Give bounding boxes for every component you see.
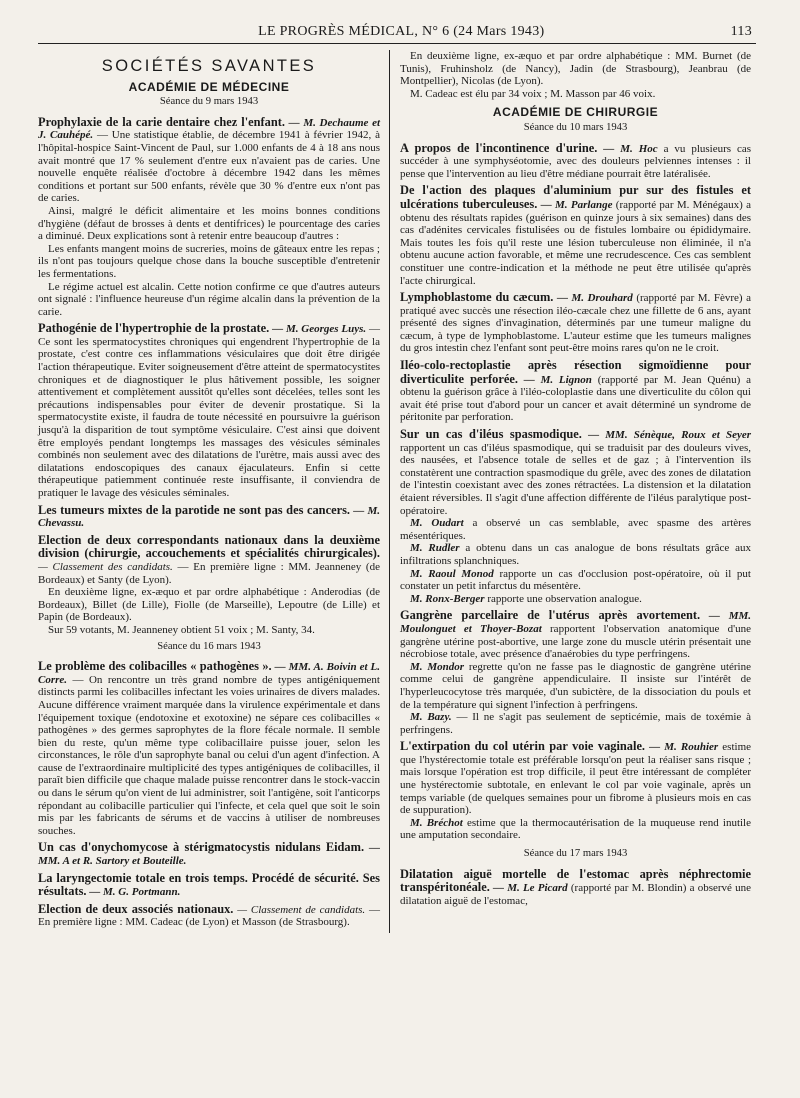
article-body: a vu plusieurs cas succéder à une symphyséotomie, avec des douleurs pelviennes intenses : il pense que l'intervention au lieu d'être médiane pourrait être latéralisée. (400, 142, 752, 180)
paragraph: regrette qu'on ne fasse pas le diagnostic de gangrène utérine comme celui de gangrène appendiculaire. Il insiste sur l'intérêt de l'hyperleucocytose très marquée, d'un subictère, de la dissociation du pouls et de la température qui signent l'infection à perfringens. (400, 660, 751, 711)
left-column (38, 50, 390, 933)
article (38, 872, 380, 899)
discussant: M. Raoul Monod (410, 567, 494, 580)
article-heading: Lymphoblastome du cæcum. (400, 290, 554, 305)
article (38, 116, 380, 319)
article-body: — On rencontre un très grand nombre de types antigéniquement distincts parmi les colibacilles infectant les voies urinaires de divers malades. Aucune différence vraiment marquée dans la virulence expérimentale et dans l'équipement toxique (endotoxine et exotoxine) ne sépare ces colibacilles « pathogènes » des germes saprophytes de la flore fécale normale. Il semble bien du reste, qu'un même type colibacillaire puisse jouer, selon les circonstances, le rôle d'un saprophyte banal ou celui d'un agent d'infection. A cause de l'extraordinaire multiplicité des types antigéniques de colibacilles, il paraît bien difficile que chaque malade puisse rencontrer dans le stock-vaccin ou dans le sérum qu'on vient de lui administrer, soit l'antigène, soit l'anticorps répondant au colibacille particulier qui l'infecte, et cela quel que soit le soin mis par les fabricants de sérums et de vaccins à utiliser de nombreuses souches. (38, 673, 380, 837)
paragraph: rapporte un cas d'occlusion post-opératoire, où il put constater un petit infarctus du mésentère. (400, 567, 751, 593)
article-heading: Le problème des colibacilles « pathogènes ». (38, 659, 272, 674)
article (400, 868, 751, 908)
article (400, 291, 751, 355)
article-heading: Election de deux associés nationaux. (38, 901, 234, 916)
article (400, 50, 751, 100)
paragraph: rapporte une observation analogue. (484, 592, 642, 605)
discussant: M. Ronx-Berger (410, 592, 485, 605)
article-body: estime que l'hystérectomie totale est préférable lorsqu'on peut la réaliser sans risque ; mais lorsque l'opération est trop difficile, il peut être intéressant de compléter une hystérectomie subtotale, en enlevant le col par voie vaginale, après un temps variable (de quelques semaines pour un fibrome à plusieurs mois en cas de suppuration). (400, 741, 752, 817)
article-authors: — MM. A et R. Sartory et Bouteille. (38, 842, 380, 868)
academy-title: ACADÉMIE DE CHIRURGIE (492, 105, 659, 120)
paragraph: En deuxième ligne, ex-æquo et par ordre alphabétique : MM. Burnet (de Tunis), Fruhinsholz (de Nancy), Jadin (de Strasbourg), Jeanbrau (de Montpellier), Nicolas (de Lyon). (400, 50, 751, 88)
article-authors: — M. Drouhard (556, 292, 633, 305)
article-authors: — M. Chevassu. (38, 504, 381, 530)
article-authors: — MM. A. Boivin et L. Corre. (38, 661, 381, 686)
article-authors: — MM. Moulonguet et Thoyer-Bozat (400, 610, 752, 635)
paragraph: Sur 59 votants, M. Jeanneney obtient 51 voix ; M. Santy, 34. (48, 623, 315, 636)
academy-title: ACADÉMIE DE MÉDECINE (128, 79, 290, 94)
session-date: Séance du 10 mars 1943 (523, 121, 628, 133)
article-authors: — M. Georges Luys. (272, 323, 367, 336)
article-authors: — M. Parlange (540, 198, 613, 211)
article-heading: Iléo-colo-rectoplastie après résection sigmoïdienne pour diverticulite perforée. (400, 358, 751, 386)
columns (38, 50, 756, 933)
article-body: (rapporté par M. Jean Quénu) a obtenu la guérison grâce à l'iléo-coloplastie dans une diverticulite du côlon qui avait été prise tout d'abord pour un cancer et avait déterminé un syndrome de péritonite par perforation. (400, 373, 752, 424)
journal-title: LE PROGRÈS MÉDICAL, N° 6 (24 Mars 1943) (258, 24, 545, 39)
article-heading: Sur un cas d'iléus spasmodique. (400, 427, 582, 442)
paragraph: Les enfants mangent moins de sucreries, moins de gâteaux entre les repas ; ils n'ont pas toujours quelque chose dans la bouche susceptible d'entretenir les fermentations. (38, 242, 380, 280)
article-authors: — MM. Sénèque, Roux et Seyer (588, 429, 752, 442)
article-body: rapportent l'observation anatomique d'une gangrène utérine post-abortive, une large zone du muscle utérin présentait une nécrobiose totale, avec présence d'anaérobies du type perfringens. (400, 622, 751, 661)
running-head (38, 24, 756, 44)
article-heading: La laryngectomie totale en trois temps. Procédé de sécurité. Ses résultats. (38, 870, 380, 899)
article-heading: De l'action des plaques d'aluminium pur sur des fistules et ulcérations tuberculeuses. (400, 183, 751, 211)
article-heading: Les tumeurs mixtes de la parotide ne sont pas des cancers. (38, 502, 350, 517)
article (38, 841, 380, 867)
article (400, 142, 751, 181)
discussant: M. Mondor (410, 660, 465, 673)
article (38, 504, 380, 530)
session-date: Séance du 17 mars 1943 (523, 848, 628, 860)
article-heading: A propos de l'incontinence d'urine. (400, 140, 598, 155)
paragraph: a observé un cas semblable, avec spasme des artères mésentériques. (400, 517, 751, 542)
paragraph: En deuxième ligne, ex-æquo et par ordre alphabétique : Anderodias (de Bordeaux), Billet (de Lille), Fiolle (de Marseille), Lepoutre (de Lille) et Papin (de Bordeaux). (38, 586, 380, 624)
section-title: SOCIÉTÉS SAVANTES (101, 57, 317, 75)
article (400, 359, 751, 424)
article-body: — Ce sont les spermatocystites chroniques qui engendrent l'hypertrophie de la prostate, c'est contre ces inflammations vésiculaires que doit être dirigée l'action thérapeutique. Eviter soigneusement d'être atteint de spermatocystites chroniques et de diagnostiquer le plus hâtivement possible, les soigner attentivement et complètement aussitôt qu'elles sont décelées, telles sont les précautions indispensables pour éviter de devenir prostatique. Si la spermatocystite existe, il faudra de toute nécessité en poursuivre la guérison jusqu'à la disparition de tout symptôme vésiculaire. C'est ainsi que doivent être employés pendant longtemps les massages des vésicules séminales combinés non seulement avec des dilatations de l'urètre, mais aussi avec des dilatations endoscopiques des canaux éjaculateurs. Enfin si cette thérapeutique patiemment continuée reste insuffisante, il conviendra de pratiquer le lavage des vésicules séminales. (38, 323, 381, 499)
article (400, 609, 751, 736)
article-authors: — M. Le Picard (493, 882, 568, 895)
discussant: M. Oudart (410, 517, 464, 530)
article (400, 428, 751, 605)
article-heading: Dilatation aiguë mortelle de l'estomac après néphrectomie transpéritonéale. (400, 866, 751, 895)
paragraph: — Il ne s'agit pas seulement de septicémie, mais de toxémie à perfringens. (400, 711, 751, 736)
article-body: (rapporté par M. Ménégaux) a obtenu des résultats rapides (guérison en quinze jours à six semaines) dans des cas d'adénites cervicales fistulisées ou de fistules lombaire ou épididymaire. Mais toutes les fois qu'il reste une lésion tuberculeuse non éliminée, il n'a obtenu aucune action favorable, et même une recrudescence. Ces cas semblent constituer une contre-indication et la méthode ne peut être utilisée qu'après l'acte chirurgical. (400, 198, 751, 287)
article (38, 660, 380, 837)
article-body: (rapporté par M. Blondin) a observé une dilatation aiguë de l'estomac, (400, 882, 752, 907)
discussant: M. Bréchot (410, 816, 463, 829)
paragraph: Le régime actuel est alcalin. Cette notion confirme ce que d'autres auteurs ont signalé : l'influence heureuse d'un régime alcalin dans la prévention de la carie. (38, 280, 380, 318)
article (38, 903, 380, 929)
article-authors: — M. Rouhier (649, 741, 719, 754)
paragraph: estime que la thermocautérisation de la muqueuse rend inutile une amputation secondaire. (400, 816, 751, 842)
article-authors: — M. Hoc (603, 142, 658, 155)
article-heading: Prophylaxie de la carie dentaire chez l'enfant. (38, 114, 285, 129)
paragraph: M. Cadeac est élu par 34 voix ; M. Masson par 46 voix. (410, 87, 656, 100)
article-authors: — M. Lignon (523, 373, 592, 386)
page-number: 113 (730, 24, 752, 39)
discussant: M. Bazy. (410, 711, 452, 724)
article-heading: Pathogénie de l'hypertrophie de la prostate. (38, 321, 270, 336)
session-date: Séance du 9 mars 1943 (159, 96, 259, 108)
article-heading: L'extirpation du col utérin par voie vaginale. (400, 739, 646, 754)
article (400, 740, 751, 842)
article-heading: Election de deux correspondants nationaux dans la deuxième division (chirurgie, accouchements et spécialités chirurgicales). (38, 532, 380, 561)
article-subheading: — Classement des candidats. (38, 560, 173, 573)
article-body: — En première ligne : MM. Cadeac (de Lyon) et Masson (de Strasbourg). (38, 903, 380, 929)
article (400, 184, 751, 287)
article-body: (rapporté par M. Fèvre) a pratiqué avec succès une résection iléo-cæcale chez une fillette de 6 ans, ayant présenté des signes d'invagination, déterminés par une tumeur maligne du cæcum, à type de lymphoblastome. L'auteur estime que les tumeurs malignes du gros intestin chez l'enfant sont peut-être moins rares qu'on ne le croit. (400, 292, 751, 355)
article-body: — Une statistique établie, de décembre 1941 à février 1942, à l'hôpital-hospice Saint-Vincent de Paul, sur 1.000 enfants de 4 à 18 ans nous avait montré que 17 % seulement d'entre eux n'avaient pas de caries. Une nouvelle enquête réalisée d'octobre à décembre 1942 dans les mêmes conditions et portant sur 500 enfants, révèle que 30 % d'entre eux n'ont pas de caries. (38, 129, 380, 205)
session-date: Séance du 16 mars 1943 (157, 640, 261, 652)
article-body: — En première ligne : MM. Jeanneney (de Bordeaux) et Santy (de Lyon). (38, 560, 380, 586)
article (38, 534, 380, 637)
article-subheading: — Classement de candidats. (237, 903, 366, 916)
paragraph: a obtenu dans un cas analogue de bons résultats grâce aux infiltrations splanchniques. (400, 542, 751, 567)
article (38, 322, 380, 499)
article-authors: — M. G. Portmann. (89, 886, 181, 899)
discussant: M. Rudler (410, 542, 460, 555)
article-body: rapportent un cas d'iléus spasmodique, qui se traduisit par des douleurs vives, des nausées, et l'absence totale de selles et de gaz ; à l'intervention ils constatèrent une contraction spasmodique du grêle, avec des zones de dilatation de l'intestin coexistant avec des zones rétractées. La distension et la dilatation étaient réversibles. Il s'agit d'une affection différente de l'iléus paralytique post-opératoire. (400, 441, 751, 517)
article-heading: Un cas d'onychomycose à stérigmatocystis nidulans Eidam. (38, 840, 365, 855)
paragraph: Ainsi, malgré le déficit alimentaire et les moins bonnes conditions d'hygiène (défaut de brosses à dents et dentifrices) le pourcentage des caries a diminué. Deux explications sont à retenir entre beaucoup d'autres : (38, 204, 380, 243)
article-authors: — M. Dechaume et J. Cauhépé. (38, 116, 381, 142)
article-heading: Gangrène parcellaire de l'utérus après avortement. (400, 608, 701, 623)
right-column (400, 50, 751, 933)
